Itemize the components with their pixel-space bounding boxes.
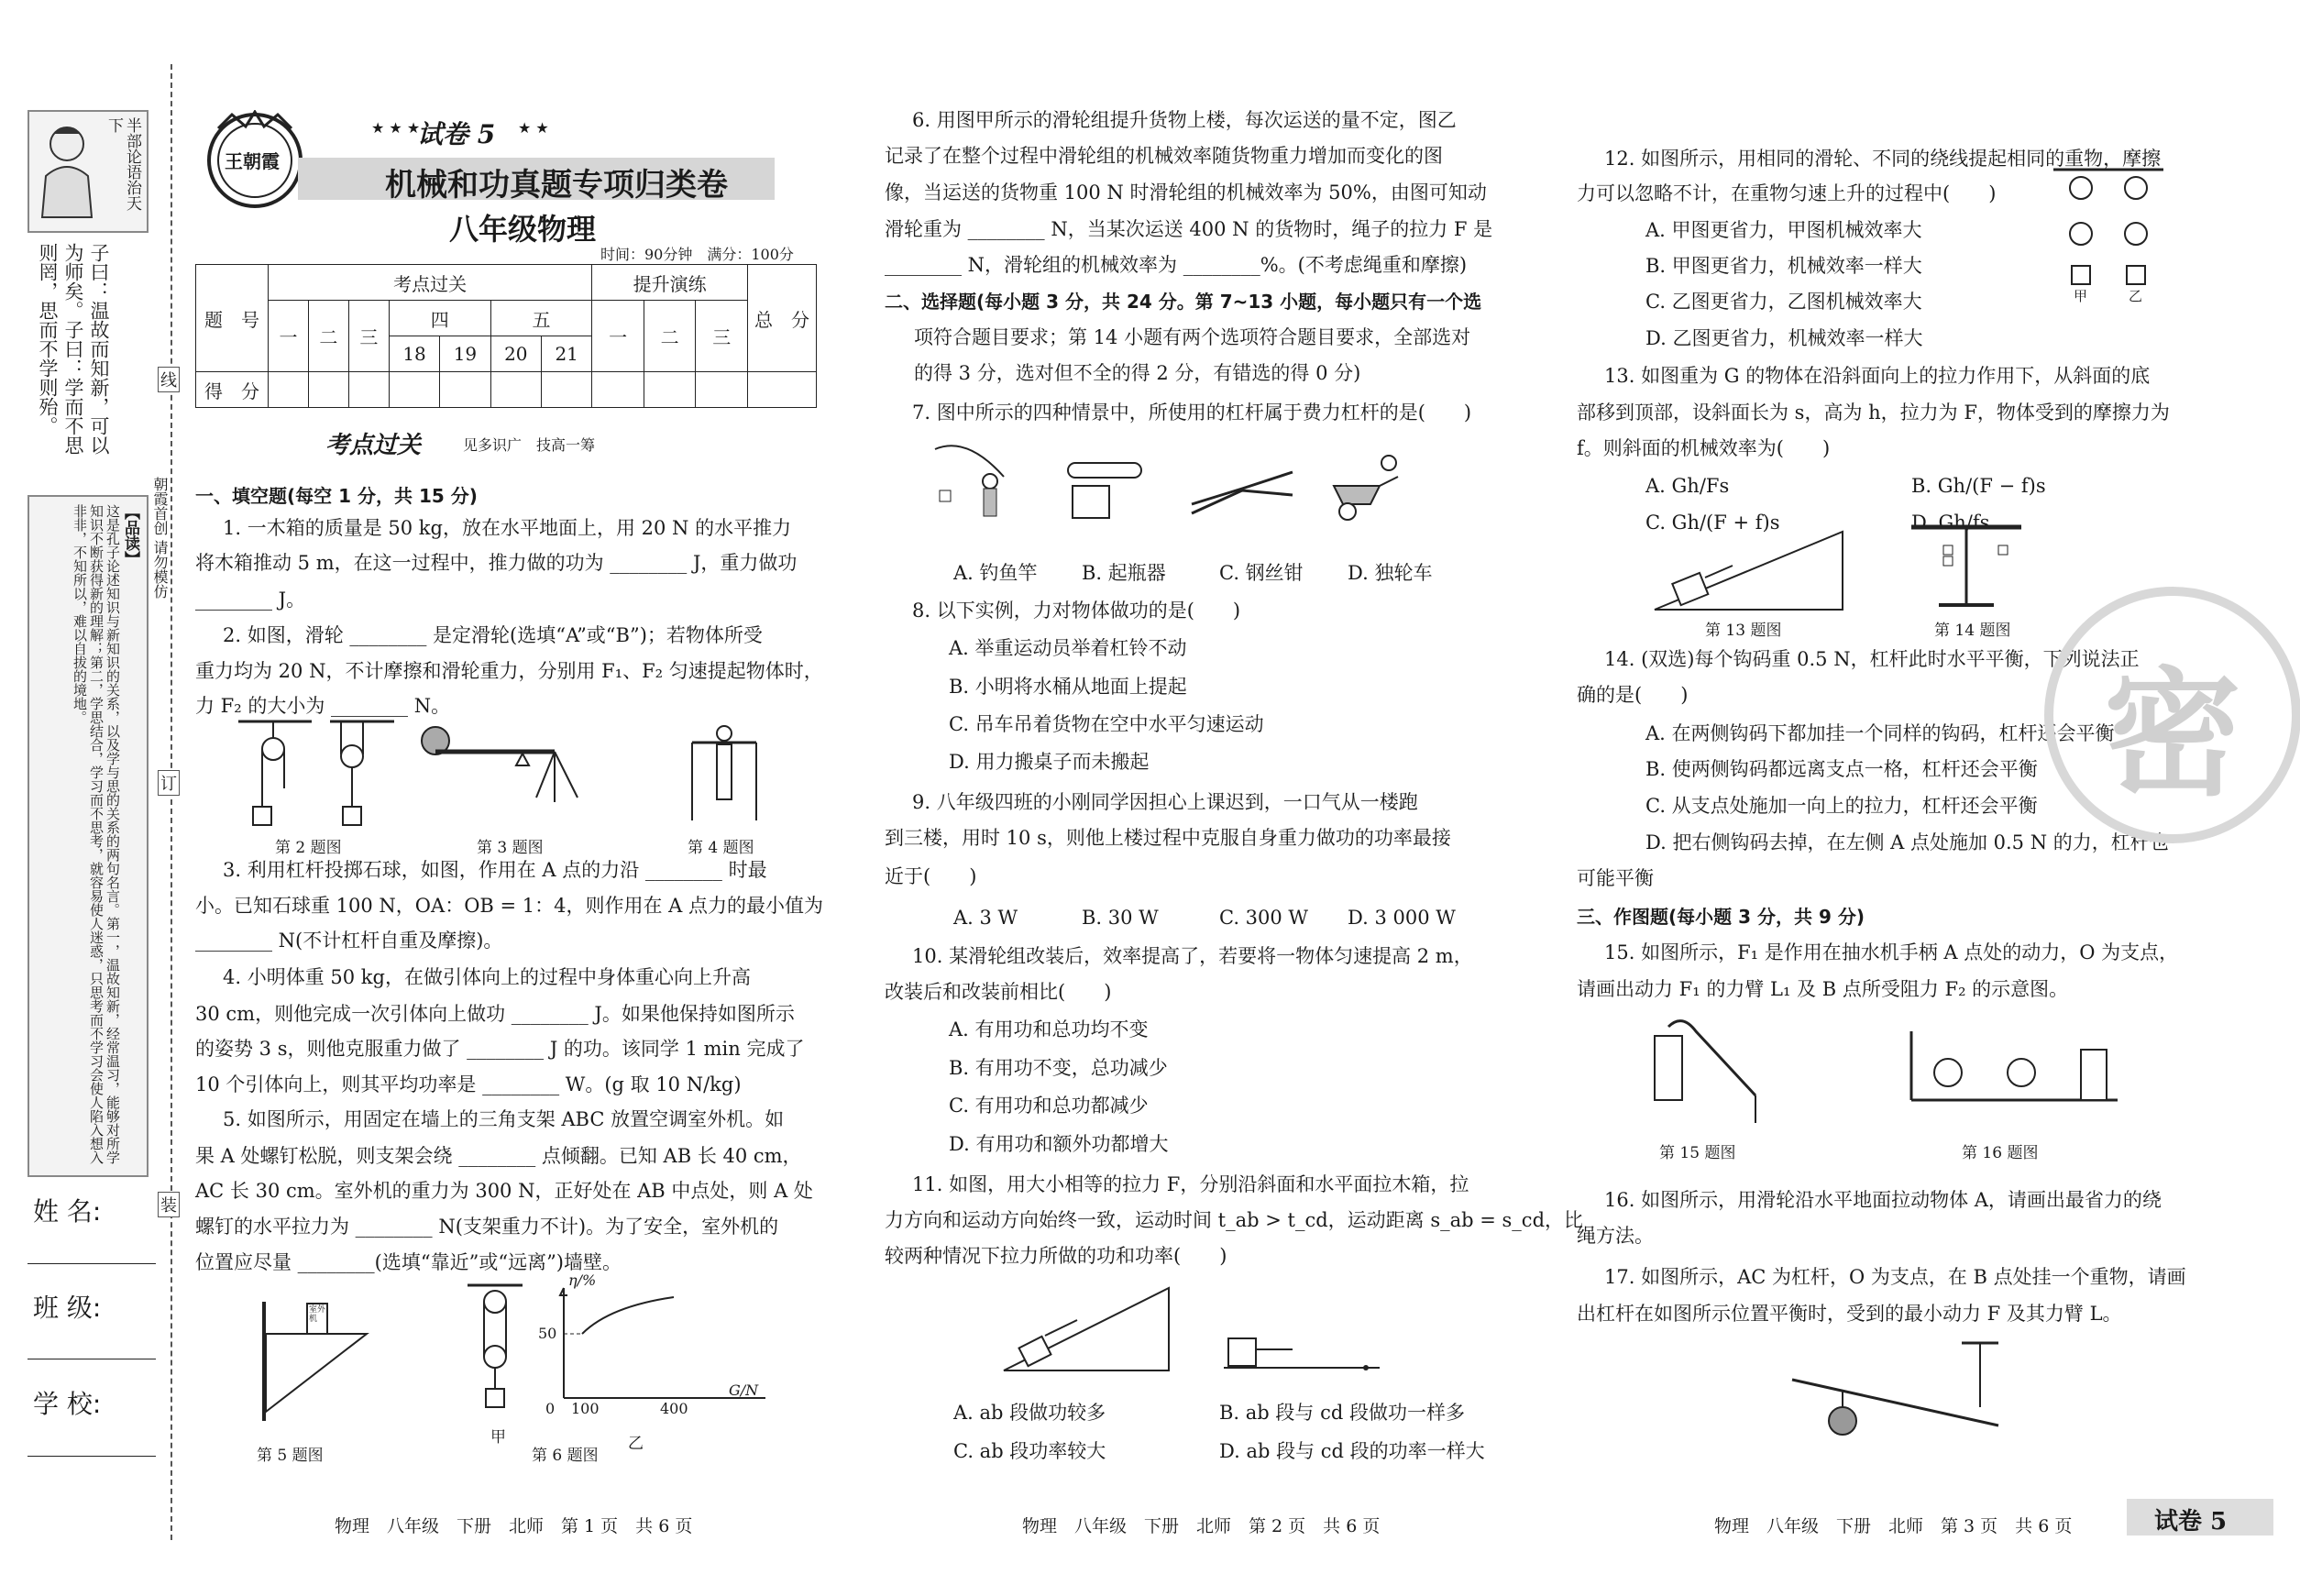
col-kd-2: 二 — [308, 301, 348, 372]
page1-line: 螺钉的水平拉力为 ________ N(支架重力不计)。为了安全，室外机的 — [195, 1216, 779, 1238]
page2b-line: 9. 八年级四班的小刚同学因担心上课迟到，一口气从一楼跑 — [912, 791, 1418, 813]
total-label: 总 分 — [748, 265, 817, 372]
page2b-line: A. 举重运动员举着杠铃不动 — [949, 637, 1187, 659]
page3b-line: A. 在两侧钩码下都加挂一个同样的钩码，杠杆还会平衡 — [1645, 722, 2115, 744]
caption-q12-jia: 甲 — [2074, 288, 2088, 304]
page3-line: 12. 如图所示，用相同的滑轮、不同的绕线提起相同的重物，摩擦 — [1604, 148, 2162, 170]
page1-line: 将木箱推动 5 m，在这一过程中，推力做的功为 ________ J，重力做功 — [195, 552, 798, 574]
paper-number: 试卷 5 — [417, 119, 496, 149]
page1-line: 力 F₂ 的大小为 ________ N。 — [195, 695, 451, 717]
page2b-line: D. 用力搬桌子而未搬起 — [949, 751, 1150, 773]
page1-line: 位置应尽量 ________(选填“靠近”或“远离”)墙壁。 — [195, 1251, 622, 1273]
logo-badge — [204, 110, 305, 211]
figure-q7-opener — [1059, 458, 1150, 523]
page2c-line: C. 有用功和总功都减少 — [949, 1095, 1149, 1117]
corner-tag — [2127, 1499, 2273, 1535]
page-2 — [885, 0, 1584, 1596]
col-si: 四 — [389, 301, 490, 336]
page3-line: 13. 如图重为 G 的物体在沿斜面向上的拉力作用下，从斜面的底 — [1604, 365, 2151, 387]
confucius-quote: 子曰：温故而知新，可以为师矣。子曰：学而不思则罔，思而不学则殆。 — [37, 243, 110, 455]
score-cell[interactable] — [440, 372, 490, 408]
score-cell[interactable] — [748, 372, 817, 408]
col-21: 21 — [541, 336, 591, 372]
col-ts-1: 一 — [592, 301, 644, 372]
page2-line: 记录了在整个过程中滑轮组的机械效率随货物重力增加而变化的图 — [885, 145, 1443, 167]
copyright-text: 朝霞首创 请勿模仿 — [151, 477, 169, 600]
page-title: 机械和功真题专项归类卷 — [385, 167, 728, 204]
cut-label-2: 订 — [158, 770, 180, 796]
page2-line: 二、选择题(每小题 3 分，共 24 分。第 7~13 小题，每小题只有一个选 — [885, 291, 1482, 313]
page2-line: 6. 用图甲所示的滑轮组提升货物上楼，每次运送的量不定，图乙 — [912, 109, 1457, 131]
page2c-line: 较两种情况下拉力所做的功和功率( ) — [885, 1245, 1227, 1267]
row-label-score: 得 分 — [196, 372, 269, 408]
logo-text: 王朝霞 — [225, 150, 280, 172]
col-ts-3: 三 — [696, 301, 748, 372]
page3b-line: B. 使两侧钩码都远离支点一格，杠杆还会平衡 — [1645, 758, 2038, 780]
page2-line: 7. 图中所示的四种情景中，所使用的杠杆属于费力杠杆的是( ) — [912, 402, 1472, 424]
binding-line — [171, 64, 172, 1540]
page1-line: 3. 利用杠杆投掷石球，如图，作用在 A 点的力沿 ________ 时最 — [223, 859, 767, 881]
figure-q7-wheelbarrow — [1325, 449, 1416, 523]
page2-line: 滑轮重为 ________ N，当某次运送 400 N 的货物时，绳子的拉力 F 是 — [885, 218, 1493, 240]
page3c-line: 出杠杆在如图所示位置平衡时，受到的最小动力 F 及其力臂 L。 — [1577, 1303, 2122, 1325]
score-cell[interactable] — [644, 372, 696, 408]
reading-text: 这是孔子论述知识与新知识的关系，以及学与思的关系的两句名言。第一，温故知新，经常温习，能够对所学知识不断获得新的理解；第二，学思结合，学习而不思考，就容易使人迷惑，只思考而不学习会使人陷入想入非非，不知所以，难以自拔的境地。 — [72, 504, 121, 1164]
page3b-line: 请画出动力 F₁ 的力臂 L₁ 及 B 点所受阻力 F₂ 的示意图。 — [1577, 978, 2069, 1000]
graph-origin: 0 — [545, 1400, 556, 1417]
graph-xtick-400: 400 — [660, 1400, 688, 1417]
page3b-line: 14. (双选)每个钩码重 0.5 N，杠杆此时水平平衡，下列说法正 — [1604, 648, 2140, 670]
figure-q14 — [1907, 513, 2026, 614]
caption-q12-yi: 乙 — [2129, 288, 2143, 304]
col-20: 20 — [490, 336, 541, 372]
caption-q13: 第 13 题图 — [1705, 622, 1782, 640]
motto-text: 半部论语治天下 — [105, 117, 141, 211]
page3-line: B. 甲图更省力，机械效率一样大 — [1645, 255, 1922, 277]
score-cell[interactable] — [348, 372, 389, 408]
caption-jia: 甲 — [490, 1428, 506, 1447]
page2c-line: 10. 某滑轮组改装后，效率提高了，若要将一物体匀速提高 2 m， — [912, 945, 1473, 967]
page3c-line: 17. 如图所示，AC 为杠杆，O 为支点，在 B 点处挂一个重物，请画 — [1604, 1266, 2186, 1288]
figure-q5 — [257, 1302, 385, 1421]
page2c-line: A. 有用功和总功均不变 — [949, 1018, 1149, 1040]
page2b-line: 到三楼，用时 10 s，则他上楼过程中克服自身重力做功的功率最接 — [885, 827, 1451, 849]
time-info: 时间：90分钟 满分：100分 — [600, 246, 794, 263]
confucius-figure — [35, 121, 99, 222]
q7_options-option: A. 钓鱼竿 — [953, 562, 1038, 584]
banner-slogan: 见多识广 技高一筹 — [463, 436, 596, 454]
page2c-line: D. 有用功和额外功都增大 — [949, 1133, 1169, 1155]
figure-q6-jia — [468, 1283, 523, 1421]
q13_options-option: C. Gh/(F + f)s — [1645, 512, 1780, 534]
page2-line: ________ N，滑轮组的机械效率为 ________%。(不考虑绳重和摩擦) — [885, 254, 1468, 276]
page2b-line: C. 吊车吊着货物在空中水平匀速运动 — [949, 713, 1264, 735]
q13_options-option: D. Gh/fs — [1911, 512, 1990, 534]
score-cell[interactable] — [696, 372, 748, 408]
page1-line: 4. 小明体重 50 kg，在做引体向上的过程中身体重心向上升高 — [223, 966, 751, 988]
col-kd-1: 一 — [269, 301, 309, 372]
group-kd: 考点过关 — [269, 265, 592, 301]
q11_options-option: B. ab 段与 cd 段做功一样多 — [1219, 1402, 1465, 1424]
score-cell[interactable] — [308, 372, 348, 408]
row-label-number: 题 号 — [196, 265, 269, 372]
page1-line: ________ N(不计杠杆自重及摩擦)。 — [195, 930, 503, 952]
graph-xtick-100: 100 — [571, 1400, 600, 1417]
page3c-line: 16. 如图所示，用滑轮沿水平地面拉动物体 A，请画出最省力的绕 — [1604, 1189, 2162, 1211]
star-deco-right: ★ ★ — [518, 119, 549, 137]
page3-line: f。则斜面的机械效率为( ) — [1577, 437, 1831, 459]
caption-yi: 乙 — [628, 1435, 644, 1453]
page3b-line: D. 把右侧钩码去掉，在左侧 A 点处施加 0.5 N 的力，杠杆也 — [1645, 831, 2169, 853]
page-1 — [188, 0, 830, 1596]
page1-line: 小。已知石球重 100 N，OA：OB = 1：4，则作用在 A 点力的最小值为 — [195, 895, 824, 917]
caption-q4: 第 4 题图 — [688, 839, 754, 857]
page3b-line: 三、作图题(每小题 3 分，共 9 分) — [1577, 906, 1865, 928]
figure-q2 — [238, 720, 403, 830]
q9_options-option: A. 3 W — [953, 907, 1018, 929]
figure-q15 — [1636, 1008, 1774, 1137]
outdoor-unit-label: 室外机 — [309, 1305, 326, 1324]
page1-line: 重力均为 20 N，不计摩擦和滑轮重力，分别用 F₁、F₂ 匀速提起物体时， — [195, 660, 823, 682]
figure-q11-flat — [1224, 1320, 1380, 1375]
caption-q14: 第 14 题图 — [1934, 622, 2011, 640]
q7_options-option: D. 独轮车 — [1348, 562, 1433, 584]
page2b-line: 8. 以下实例，力对物体做功的是( ) — [912, 600, 1241, 622]
page1-line: 2. 如图，滑轮 ________ 是定滑轮(选填“A”或“B”)；若物体所受 — [223, 624, 763, 646]
caption-q15: 第 15 题图 — [1659, 1144, 1736, 1162]
page1-line: 5. 如图所示，用固定在墙上的三角支架 ABC 放置空调室外机。如 — [223, 1108, 785, 1130]
q11_options-option: D. ab 段与 cd 段的功率一样大 — [1219, 1440, 1485, 1462]
page1-line: AC 长 30 cm。室外机的重力为 300 N，正好处在 AB 中点处，则 A 处 — [195, 1180, 813, 1202]
figure-q7-fishing — [930, 440, 1013, 523]
q9_options-option: D. 3 000 W — [1348, 907, 1456, 929]
q7_options-option: C. 钢丝钳 — [1219, 562, 1304, 584]
score-cell[interactable] — [389, 372, 439, 408]
page3-line: D. 乙图更省力，机械效率一样大 — [1645, 327, 1923, 349]
page2c-line: 改装后和改装前相比( ) — [885, 981, 1112, 1003]
page3b-line: 确的是( ) — [1577, 684, 1689, 706]
page2-line: 的得 3 分，选对但不全的得 2 分，有错选的得 0 分) — [914, 362, 1361, 384]
caption-q6: 第 6 题图 — [532, 1447, 599, 1465]
page3b-line: 15. 如图所示，F₁ 是作用在抽水机手柄 A 点处的动力，O 为支点， — [1604, 941, 2179, 963]
page2c-line: 力方向和运动方向始终一致，运动时间 t_ab > t_cd，运动距离 s_ab = s_cd，比 — [885, 1209, 1584, 1231]
score-cell[interactable] — [592, 372, 644, 408]
page3b-line: C. 从支点处施加一向上的拉力，杠杆还会平衡 — [1645, 795, 2038, 817]
col-ts-2: 二 — [644, 301, 696, 372]
section-banner — [325, 426, 738, 463]
school-label: 学 校: — [33, 1389, 102, 1419]
score-cell[interactable] — [490, 372, 541, 408]
score-cell[interactable] — [541, 372, 591, 408]
class-label: 班 级: — [33, 1293, 102, 1323]
figure-q13 — [1650, 527, 1852, 614]
figure-q4 — [688, 724, 761, 825]
score-table — [195, 264, 817, 408]
page1-line: 10 个引体向上，则其平均功率是 ________ W。(g 取 10 N/kg) — [195, 1073, 742, 1095]
class-field[interactable] — [28, 1331, 156, 1359]
page3c-line: 绳方法。 — [1577, 1225, 1654, 1247]
sidebar — [28, 110, 147, 1192]
col-18: 18 — [389, 336, 439, 372]
confidential-stamp — [2044, 587, 2300, 843]
corner-tag-text: 试卷 5 — [2154, 1508, 2228, 1535]
figure-q16 — [1907, 1031, 2118, 1105]
page1-line: 一、填空题(每空 1 分，共 15 分) — [195, 485, 478, 507]
q13_options-option: B. Gh/(F − f)s — [1911, 475, 2046, 497]
q13_options-option: A. Gh/Fs — [1645, 475, 1730, 497]
caption-q16: 第 16 题图 — [1962, 1144, 2039, 1162]
graph-ylabel: η/% — [568, 1271, 597, 1289]
page3b-line: 可能平衡 — [1577, 867, 1654, 889]
reading-panel — [28, 495, 149, 1177]
q9_options-option: C. 300 W — [1219, 907, 1309, 929]
figure-q17 — [1788, 1338, 2008, 1448]
page2c-line: 11. 如图，用大小相等的拉力 F，分别沿斜面和水平面拉木箱，拉 — [912, 1173, 1469, 1195]
school-field[interactable] — [28, 1428, 156, 1457]
caption-q5: 第 5 题图 — [257, 1447, 324, 1465]
page1-line: 30 cm，则他完成一次引体向上做功 ________ J。如果他保持如图所示 — [195, 1003, 795, 1025]
score-cell[interactable] — [269, 372, 309, 408]
page3-line: A. 甲图更省力，甲图机械效率大 — [1645, 219, 1922, 241]
caption-q2: 第 2 题图 — [275, 839, 342, 857]
q11_options-option: A. ab 段做功较多 — [953, 1402, 1106, 1424]
page1-line: 1. 一木箱的质量是 50 kg，放在水平地面上，用 20 N 的水平推力 — [223, 517, 792, 539]
subject-title: 八年级物理 — [449, 212, 597, 247]
q11_options-option: C. ab 段功率较大 — [953, 1440, 1106, 1462]
figure-q7-pliers — [1187, 463, 1297, 518]
cut-label-1: 线 — [158, 367, 180, 392]
page3-line: C. 乙图更省力，乙图机械效率大 — [1645, 291, 1922, 313]
footer-page-1: 物理 八年级 下册 北师 第 1 页 共 6 页 — [335, 1516, 693, 1536]
footer-page-2: 物理 八年级 下册 北师 第 2 页 共 6 页 — [1022, 1516, 1381, 1536]
col-kd-3: 三 — [348, 301, 389, 372]
q7_options-option: B. 起瓶器 — [1082, 562, 1166, 584]
graph-xlabel: G/N — [729, 1381, 759, 1399]
page1-line: 果 A 处螺钉松脱，则支架会绕 ________ 点倾翻。已知 AB 长 40 cm， — [195, 1145, 802, 1167]
page2b-line: 近于( ) — [885, 865, 977, 887]
figure-q11-incline — [995, 1279, 1178, 1380]
col-wu: 五 — [490, 301, 592, 336]
motto-panel — [28, 110, 149, 233]
graph-ytick: 50 — [538, 1325, 557, 1342]
page2c-line: B. 有用功不变，总功减少 — [949, 1057, 1168, 1079]
name-label: 姓 名: — [33, 1196, 102, 1227]
page1-line: ________ J。 — [195, 589, 306, 611]
page3-line: 部移到顶部，设斜面长为 s，高为 h，拉力为 F，物体受到的摩擦力为 — [1577, 402, 2170, 424]
page2b-line: B. 小明将水桶从地面上提起 — [949, 676, 1187, 698]
caption-q3: 第 3 题图 — [477, 839, 544, 857]
figure-q12 — [2053, 165, 2163, 303]
footer-page-3: 物理 八年级 下册 北师 第 3 页 共 6 页 — [1714, 1516, 2073, 1536]
banner-title: 考点过关 — [325, 432, 422, 459]
star-deco-left: ★ ★ ★ — [371, 119, 421, 137]
figure-q3 — [417, 724, 582, 825]
col-19: 19 — [440, 336, 490, 372]
page2-line: 像，当运送的货物重 100 N 时滑轮组的机械效率为 50%，由图可知动 — [885, 182, 1487, 204]
group-ts: 提升演练 — [592, 265, 748, 301]
page1-line: 的姿势 3 s，则他克服重力做了 ________ J 的功。该同学 1 min 完成了 — [195, 1038, 805, 1060]
page2-line: 项符合题目要求；第 14 小题有两个选项符合题目要求，全部选对 — [914, 326, 1471, 348]
reading-label: 【品读】 — [121, 504, 139, 567]
stamp-text: 密 — [2104, 654, 2242, 815]
cut-label-3: 装 — [158, 1192, 180, 1217]
figure-q6-graph — [538, 1271, 775, 1417]
page3-line: 力可以忽略不计，在重物匀速上升的过程中( ) — [1577, 182, 1997, 204]
q9_options-option: B. 30 W — [1082, 907, 1159, 929]
name-field[interactable] — [28, 1236, 156, 1264]
